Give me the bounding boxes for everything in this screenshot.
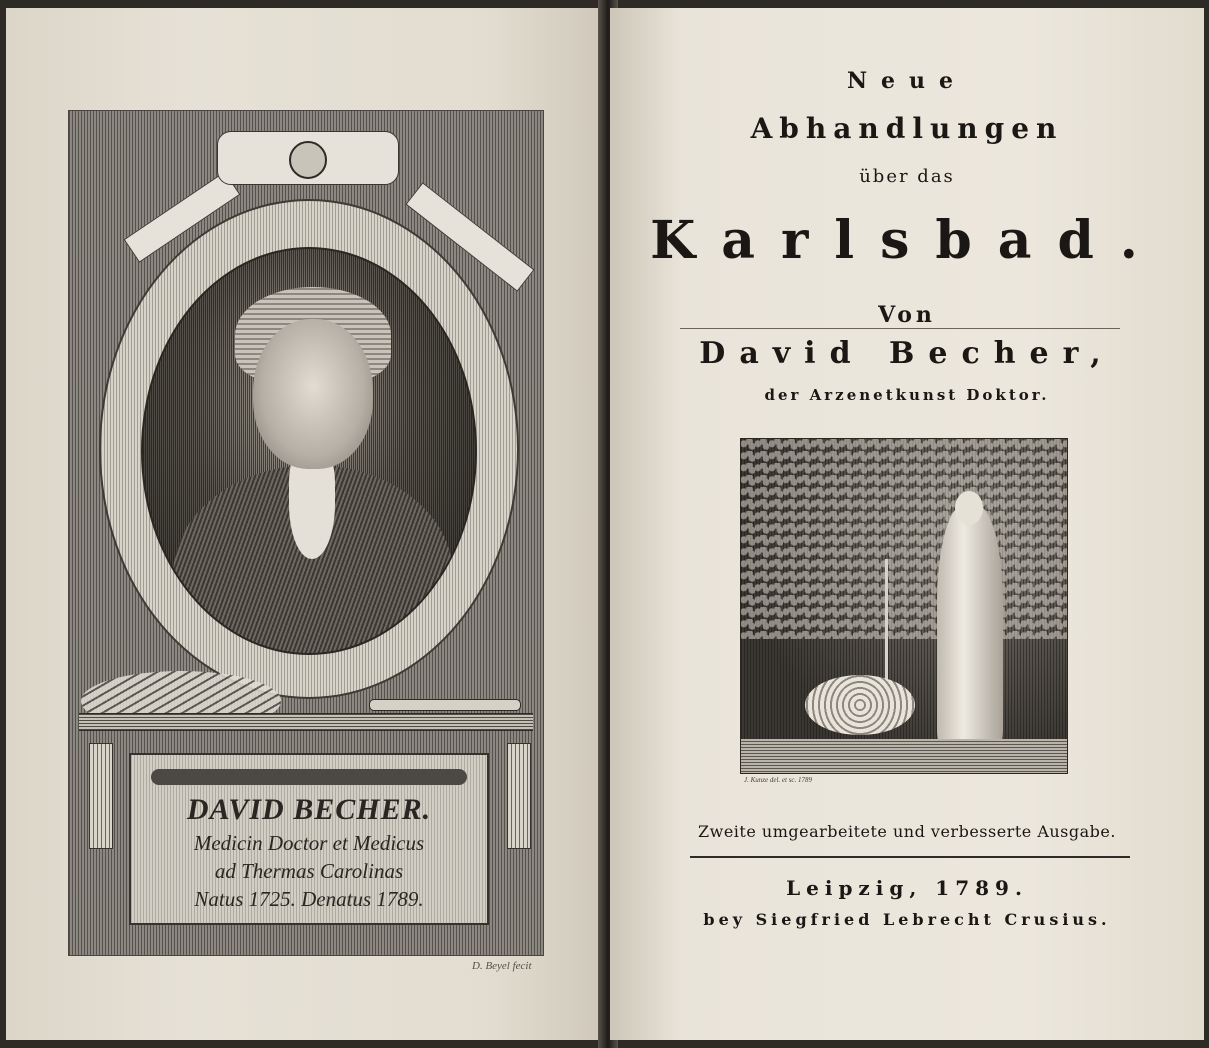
title-line-neue: Neue (846, 68, 968, 94)
vignette-foliage (741, 439, 1068, 639)
ribbon-knot (289, 141, 327, 179)
left-page-frontispiece (6, 8, 606, 1040)
title-rule-bottom (690, 856, 1130, 858)
drapery-left (89, 743, 113, 849)
cartouche-line-3: Natus 1725. Denatus 1789. (194, 887, 424, 911)
title-rule-top (680, 328, 1120, 329)
stone-ledge (79, 713, 533, 731)
drapery-right (507, 743, 531, 849)
cartouche-name: DAVID BECHER. (186, 793, 432, 826)
title-line-ueber-das: über das (859, 166, 955, 187)
edition-note: Zweite umgearbeitete und verbesserte Ausgabe. (698, 822, 1116, 841)
caduceus-staff (369, 699, 521, 711)
engraver-signature: D. Beyel fecit (472, 960, 532, 972)
vignette-ground (741, 739, 1068, 774)
vignette-spring-steam (805, 675, 915, 735)
portrait-face (253, 319, 373, 469)
title-vignette-engraving (740, 438, 1068, 774)
portrait-engraving-plate (68, 110, 544, 956)
right-page-title (610, 8, 1204, 1040)
cartouche-bar (151, 769, 467, 785)
author-name: David Becher, (699, 336, 1115, 371)
author-title: der Arzenetkunst Doktor. (764, 386, 1050, 404)
imprint-place-year: Leipzig, 1789. (786, 876, 1028, 900)
imprint-publisher: bey Siegfried Lebrecht Crusius. (703, 910, 1111, 929)
vignette-nymph-head (955, 491, 983, 525)
name-cartouche (129, 753, 489, 925)
cartouche-line-2: ad Thermas Carolinas (214, 859, 404, 883)
title-line-abhandlungen: Abhandlungen (750, 112, 1064, 145)
by-line: Von (878, 302, 936, 328)
main-title-karlsbad: Karlsbad. (650, 210, 1164, 271)
vignette-signature: J. Kunze del. et sc. 1789 (744, 776, 813, 784)
portrait-oval (141, 247, 477, 655)
vignette-nymph-figure (937, 505, 1003, 749)
cartouche-line-1: Medicin Doctor et Medicus (193, 831, 425, 855)
